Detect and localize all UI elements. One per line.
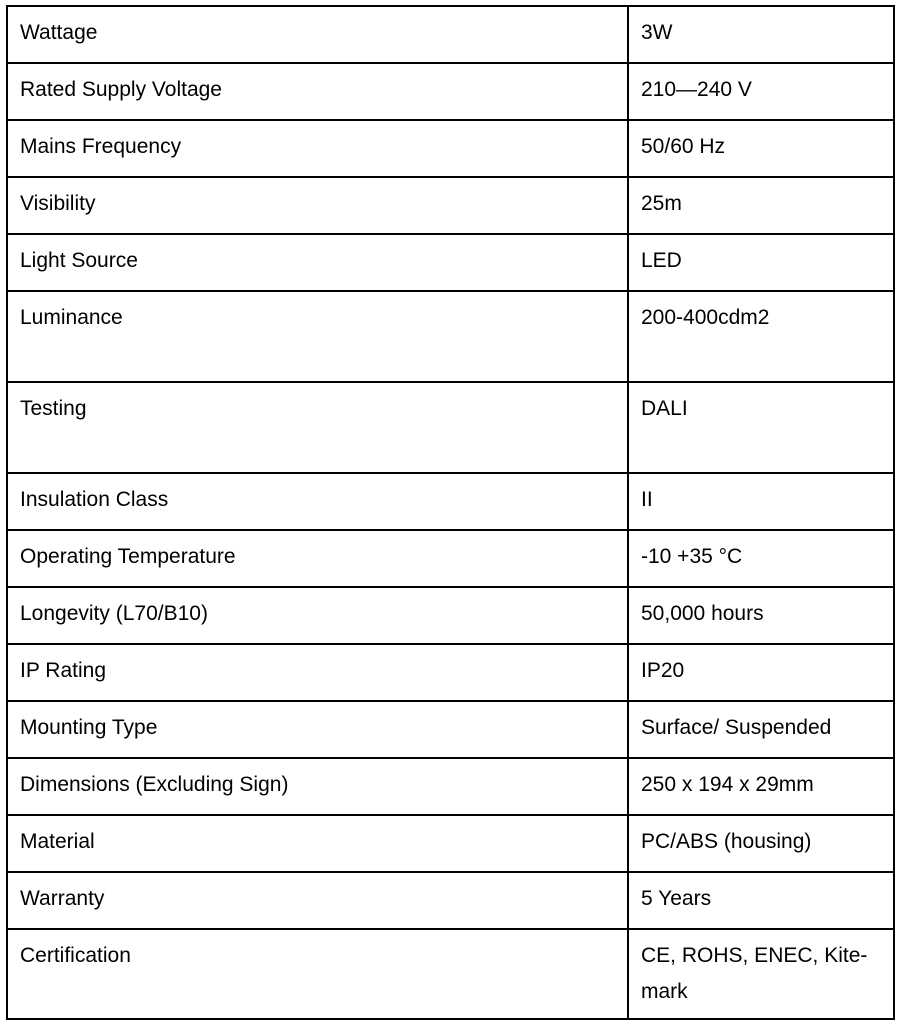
value-cell xyxy=(628,644,894,701)
parameter-value: 210—240 V xyxy=(641,78,752,101)
parameter-value: 50/60 Hz xyxy=(641,135,726,158)
value-cell xyxy=(628,758,894,815)
parameter-value: II xyxy=(641,488,653,511)
table-row xyxy=(7,587,894,644)
parameter-label: Warranty xyxy=(20,887,105,910)
value-cell xyxy=(628,815,894,872)
parameter-value: -10 +35 °C xyxy=(641,545,743,568)
parameter-cell xyxy=(7,815,628,872)
parameter-label: Mounting Type xyxy=(20,716,158,739)
parameter-label: Mains Frequency xyxy=(20,135,182,158)
parameter-value: 25m xyxy=(641,192,682,215)
parameter-label: Luminance xyxy=(20,306,123,329)
parameter-value: 3W xyxy=(641,21,673,44)
parameter-cell xyxy=(7,758,628,815)
parameter-cell xyxy=(7,382,628,473)
parameter-value: PC/ABS (housing) xyxy=(641,830,812,853)
parameter-value: Surface/ Suspended xyxy=(641,716,832,739)
parameter-value: LED xyxy=(641,249,682,272)
value-cell xyxy=(628,872,894,929)
parameter-value: 200-400cdm2 xyxy=(641,306,770,329)
table-row xyxy=(7,872,894,929)
value-cell xyxy=(628,929,894,1019)
table-row xyxy=(7,644,894,701)
table-row xyxy=(7,929,894,1019)
value-cell xyxy=(628,587,894,644)
parameter-label: Longevity (L70/B10) xyxy=(20,602,208,625)
value-cell xyxy=(628,701,894,758)
value-cell xyxy=(628,6,894,63)
parameter-cell xyxy=(7,701,628,758)
parameter-label: Light Source xyxy=(20,249,138,272)
table-row xyxy=(7,291,894,382)
parameter-cell xyxy=(7,473,628,530)
parameter-label: Wattage xyxy=(20,21,98,44)
parameter-label: Rated Supply Voltage xyxy=(20,78,222,101)
parameter-value: CE, ROHS, ENEC, Kite-mark xyxy=(641,944,868,1003)
table-row xyxy=(7,120,894,177)
parameter-cell xyxy=(7,587,628,644)
specification-table-body xyxy=(7,6,894,1019)
value-cell xyxy=(628,120,894,177)
parameter-label: Operating Temperature xyxy=(20,545,236,568)
value-cell xyxy=(628,234,894,291)
parameter-label: Insulation Class xyxy=(20,488,169,511)
parameter-cell xyxy=(7,63,628,120)
parameter-cell xyxy=(7,530,628,587)
parameter-label: Material xyxy=(20,830,95,853)
table-row xyxy=(7,177,894,234)
parameter-label: Dimensions (Excluding Sign) xyxy=(20,773,289,796)
parameter-label: IP Rating xyxy=(20,659,106,682)
parameter-cell xyxy=(7,872,628,929)
parameter-label: Testing xyxy=(20,397,87,420)
parameter-value: DALI xyxy=(641,397,688,420)
parameter-label: Certification xyxy=(20,944,131,967)
specification-table xyxy=(6,5,895,1020)
value-cell xyxy=(628,177,894,234)
parameter-value: 250 x 194 x 29mm xyxy=(641,773,814,796)
parameter-value: 50,000 hours xyxy=(641,602,764,625)
value-cell xyxy=(628,291,894,382)
parameter-value: IP20 xyxy=(641,659,685,682)
table-row xyxy=(7,530,894,587)
table-row xyxy=(7,701,894,758)
parameter-cell xyxy=(7,644,628,701)
value-cell xyxy=(628,63,894,120)
parameter-label: Visibility xyxy=(20,192,96,215)
table-row xyxy=(7,382,894,473)
value-cell xyxy=(628,382,894,473)
parameter-cell xyxy=(7,6,628,63)
value-cell xyxy=(628,473,894,530)
parameter-cell xyxy=(7,234,628,291)
table-row xyxy=(7,473,894,530)
table-row xyxy=(7,758,894,815)
value-cell xyxy=(628,530,894,587)
table-row xyxy=(7,234,894,291)
parameter-value: 5 Years xyxy=(641,887,712,910)
parameter-cell xyxy=(7,177,628,234)
parameter-cell xyxy=(7,291,628,382)
parameter-cell xyxy=(7,120,628,177)
table-row xyxy=(7,6,894,63)
table-row xyxy=(7,815,894,872)
parameter-cell xyxy=(7,929,628,1019)
table-row xyxy=(7,63,894,120)
